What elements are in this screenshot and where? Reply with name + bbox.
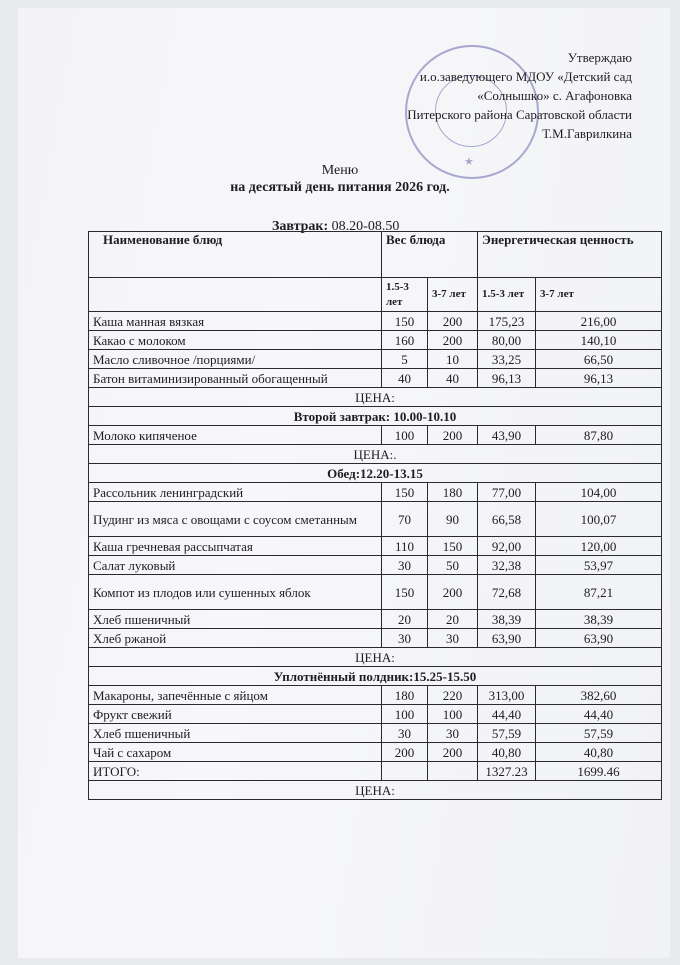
weight-1: 160 (382, 331, 428, 350)
menu-row (89, 629, 662, 648)
menu-subtitle: на десятый день питания 2026 год. (230, 180, 450, 195)
menu-row (89, 556, 662, 575)
header-age-1: 1.5-3 лет (382, 278, 428, 312)
weight-1: 40 (382, 369, 428, 388)
approval-block (312, 48, 632, 143)
energy-1: 92,00 (478, 537, 536, 556)
weight-1: 30 (382, 724, 428, 743)
dish-name: Фрукт свежий (89, 705, 382, 724)
energy-2: 216,00 (536, 312, 662, 331)
menu-row (89, 369, 662, 388)
energy-1: 38,39 (478, 610, 536, 629)
menu-table (88, 231, 662, 800)
energy-1: 43,90 (478, 426, 536, 445)
weight-1: 150 (382, 575, 428, 610)
lunch-rows (89, 483, 662, 648)
dish-name: Молоко кипяченое (89, 426, 382, 445)
snack-heading: Уплотнённый полдник:15.25-15.50 (89, 667, 662, 686)
energy-2: 38,39 (536, 610, 662, 629)
energy-1: 175,23 (478, 312, 536, 331)
dish-name: Рассольник ленинградский (89, 483, 382, 502)
weight-1: 100 (382, 426, 428, 445)
energy-2: 57,59 (536, 724, 662, 743)
approval-line-4: Питерского района Саратовской области (407, 107, 632, 122)
menu-row (89, 724, 662, 743)
energy-1: 40,80 (478, 743, 536, 762)
energy-2: 87,21 (536, 575, 662, 610)
dish-name: Макароны, запечённые с яйцом (89, 686, 382, 705)
energy-1: 313,00 (478, 686, 536, 705)
weight-1: 30 (382, 556, 428, 575)
energy-1: 44,40 (478, 705, 536, 724)
dish-name: Масло сливочное /порциями/ (89, 350, 382, 369)
dish-name: Пудинг из мяса с овощами с соусом сметанным (89, 502, 382, 537)
weight-2: 10 (428, 350, 478, 369)
dish-name: Каша манная вязкая (89, 312, 382, 331)
second-breakfast-heading: Второй завтрак: 10.00-10.10 (89, 407, 662, 426)
energy-1: 72,68 (478, 575, 536, 610)
dish-name: Батон витаминизированный обогащенный (89, 369, 382, 388)
energy-1: 33,25 (478, 350, 536, 369)
energy-1: 66,58 (478, 502, 536, 537)
approval-line-2: и.о.заведующего МДОУ «Детский сад (419, 69, 632, 84)
weight-2: 50 (428, 556, 478, 575)
energy-2: 40,80 (536, 743, 662, 762)
energy-2: 104,00 (536, 483, 662, 502)
total-energy-2: 1699.46 (536, 762, 662, 781)
weight-1: 180 (382, 686, 428, 705)
menu-row (89, 312, 662, 331)
energy-2: 100,07 (536, 502, 662, 537)
dish-name: Какао с молоком (89, 331, 382, 350)
menu-row (89, 426, 662, 445)
weight-1: 70 (382, 502, 428, 537)
weight-2: 100 (428, 705, 478, 724)
dish-name: Хлеб ржаной (89, 629, 382, 648)
header-dish: Наименование блюд (89, 232, 382, 278)
header-energy: Энергетическая ценность (478, 232, 662, 278)
dish-name: Каша гречневая рассыпчатая (89, 537, 382, 556)
header-age-4: 3-7 лет (536, 278, 662, 312)
weight-2: 200 (428, 331, 478, 350)
weight-2: 200 (428, 312, 478, 331)
menu-row (89, 502, 662, 537)
menu-row (89, 537, 662, 556)
energy-2: 382,60 (536, 686, 662, 705)
weight-1: 20 (382, 610, 428, 629)
second-breakfast-price: ЦЕНА:. (89, 445, 662, 464)
energy-1: 96,13 (478, 369, 536, 388)
weight-2: 40 (428, 369, 478, 388)
approval-line-3: «Солнышко» с. Агафоновка (477, 88, 632, 103)
menu-row (89, 705, 662, 724)
header-age-2: 3-7 лет (428, 278, 478, 312)
total-energy-1: 1327.23 (478, 762, 536, 781)
weight-2: 220 (428, 686, 478, 705)
dish-name: Салат луковый (89, 556, 382, 575)
weight-1: 200 (382, 743, 428, 762)
energy-2: 140,10 (536, 331, 662, 350)
menu-row (89, 483, 662, 502)
energy-2: 66,50 (536, 350, 662, 369)
menu-title: Меню (321, 163, 359, 178)
menu-row (89, 743, 662, 762)
breakfast-rows (89, 312, 662, 388)
weight-1: 100 (382, 705, 428, 724)
round-stamp: ★ (405, 45, 539, 179)
snack-price: ЦЕНА: (89, 781, 662, 800)
energy-1: 32,38 (478, 556, 536, 575)
weight-2: 20 (428, 610, 478, 629)
breakfast-price: ЦЕНА: (89, 388, 662, 407)
lunch-price: ЦЕНА: (89, 648, 662, 667)
header-age-3: 1.5-3 лет (478, 278, 536, 312)
weight-2: 200 (428, 575, 478, 610)
weight-1: 30 (382, 629, 428, 648)
menu-row (89, 610, 662, 629)
approval-line-5: Т.М.Гаврилкина (542, 126, 632, 141)
weight-2: 90 (428, 502, 478, 537)
energy-2: 96,13 (536, 369, 662, 388)
approval-line-1: Утверждаю (567, 50, 632, 65)
second-breakfast-rows (89, 426, 662, 445)
weight-2: 200 (428, 426, 478, 445)
snack-rows (89, 686, 662, 762)
weight-1: 150 (382, 312, 428, 331)
menu-row (89, 686, 662, 705)
energy-2: 87,80 (536, 426, 662, 445)
total-label: ИТОГО: (89, 762, 382, 781)
breakfast-label: Завтрак: (272, 219, 329, 234)
weight-1: 150 (382, 483, 428, 502)
dish-name: Чай с сахаром (89, 743, 382, 762)
weight-2: 30 (428, 629, 478, 648)
weight-2: 30 (428, 724, 478, 743)
energy-2: 44,40 (536, 705, 662, 724)
energy-2: 120,00 (536, 537, 662, 556)
header-weight: Вес блюда (382, 232, 478, 278)
weight-2: 150 (428, 537, 478, 556)
energy-2: 63,90 (536, 629, 662, 648)
dish-name: Хлеб пшеничный (89, 610, 382, 629)
weight-2: 200 (428, 743, 478, 762)
menu-row (89, 331, 662, 350)
weight-2: 180 (428, 483, 478, 502)
menu-row (89, 575, 662, 610)
menu-row (89, 350, 662, 369)
totals-row (89, 762, 662, 781)
weight-1: 110 (382, 537, 428, 556)
lunch-heading: Обед:12.20-13.15 (89, 464, 662, 483)
energy-2: 53,97 (536, 556, 662, 575)
weight-1: 5 (382, 350, 428, 369)
dish-name: Компот из плодов или сушенных яблок (89, 575, 382, 610)
energy-1: 63,90 (478, 629, 536, 648)
energy-1: 57,59 (478, 724, 536, 743)
breakfast-time: 08.20-08.50 (331, 219, 400, 234)
energy-1: 77,00 (478, 483, 536, 502)
energy-1: 80,00 (478, 331, 536, 350)
dish-name: Хлеб пшеничный (89, 724, 382, 743)
